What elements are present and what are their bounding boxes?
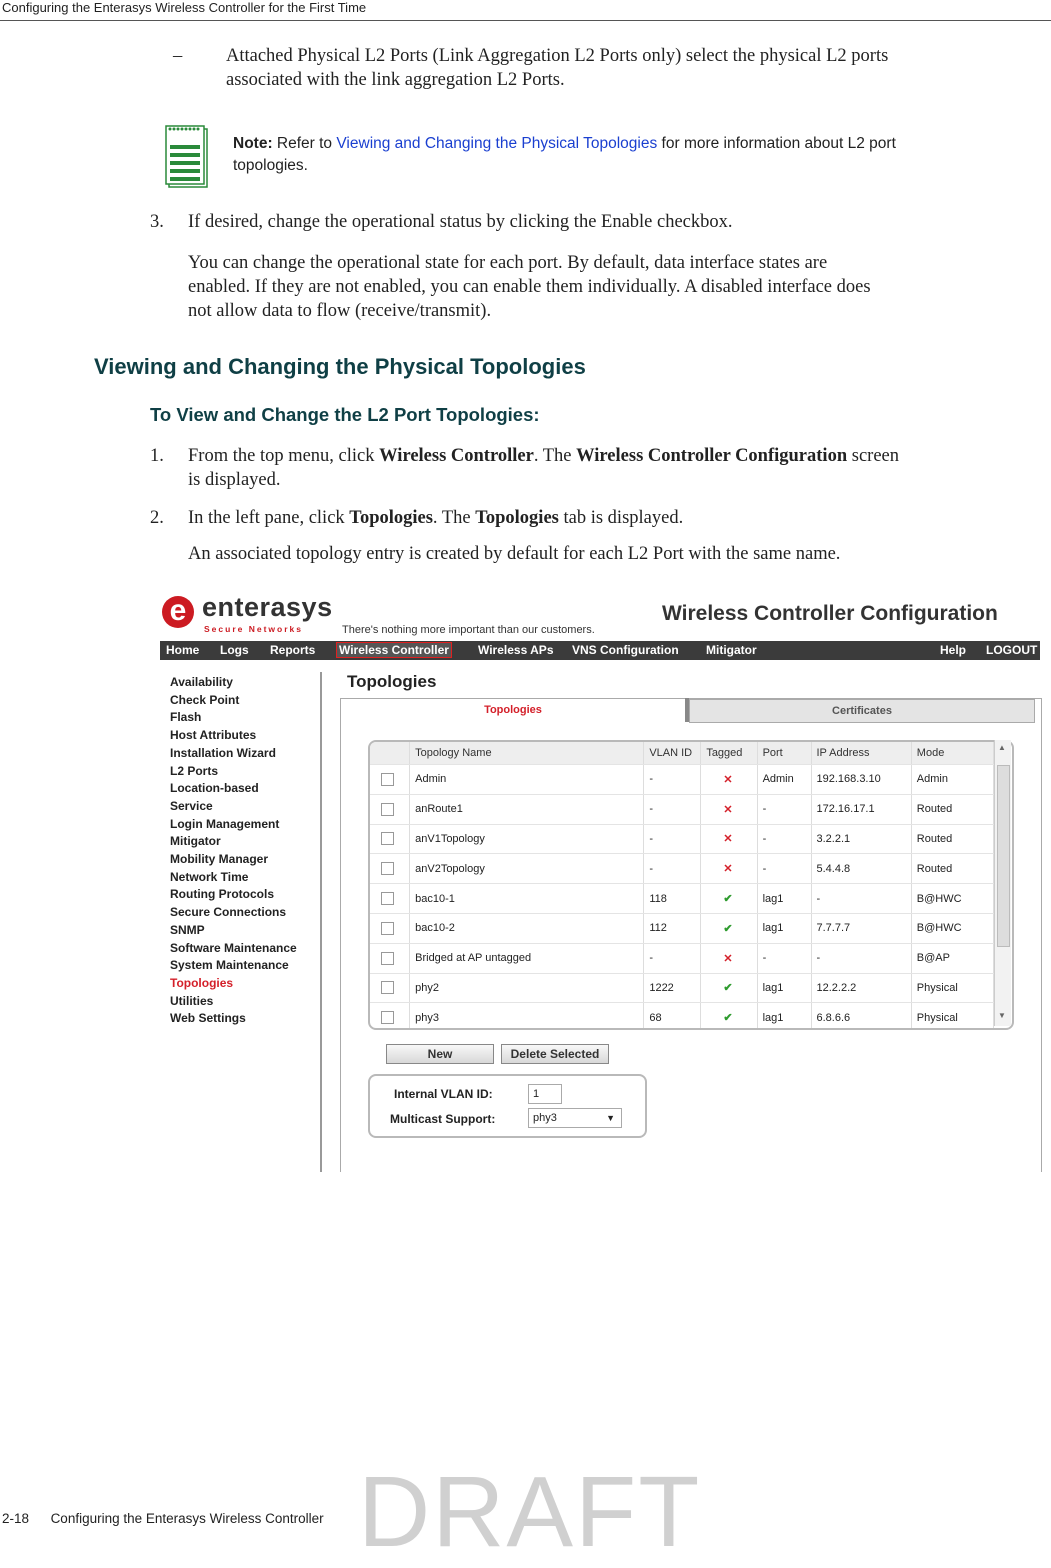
sidebar-item-system-maintenance[interactable]: System Maintenance bbox=[170, 958, 289, 973]
sidebar-item-flash[interactable]: Flash bbox=[170, 710, 202, 725]
row-checkbox[interactable] bbox=[381, 892, 394, 905]
step1-e: screen bbox=[851, 446, 899, 466]
step2-para: An associated topology entry is created by default for each L2 Port with the same name. bbox=[188, 544, 841, 564]
cell-ip-address: - bbox=[811, 943, 911, 973]
footer-title: Configuring the Enterasys Wireless Controller bbox=[50, 1511, 324, 1526]
sidebar-item-utilities[interactable]: Utilities bbox=[170, 993, 214, 1008]
cell-port: - bbox=[757, 854, 811, 884]
page-number: 2-18 bbox=[2, 1511, 30, 1526]
sidebar-item-web-settings[interactable]: Web Settings bbox=[170, 1011, 246, 1026]
cell-topology-name: bac10-2 bbox=[410, 913, 644, 943]
page-footer bbox=[2, 1511, 324, 1526]
tab-topologies[interactable]: Topologies bbox=[341, 699, 685, 721]
table-row[interactable] bbox=[370, 973, 994, 1003]
row-checkbox[interactable] bbox=[381, 862, 394, 875]
menu-logs[interactable]: Logs bbox=[220, 643, 249, 657]
cell-topology-name: Bridged at AP untagged bbox=[410, 943, 644, 973]
table-row[interactable] bbox=[370, 794, 994, 824]
cell-topology-name: Admin bbox=[410, 765, 644, 795]
table-row[interactable] bbox=[370, 913, 994, 943]
bullet-line-2: associated with the link aggregation L2 Ports. bbox=[226, 70, 565, 90]
row-checkbox[interactable] bbox=[381, 1011, 394, 1024]
sidebar-item-routing-protocols[interactable]: Routing Protocols bbox=[170, 887, 274, 902]
sidebar-item-installation-wizard[interactable]: Installation Wizard bbox=[170, 745, 276, 760]
controller-screenshot bbox=[152, 590, 1042, 1172]
step2-d: Topologies bbox=[475, 508, 559, 528]
topology-table bbox=[368, 740, 1014, 1030]
sidebar-item-service[interactable]: Service bbox=[170, 798, 213, 813]
cell-port: - bbox=[757, 794, 811, 824]
sidebar-item-mobility-manager[interactable]: Mobility Manager bbox=[170, 852, 269, 867]
menu-wireless-aps[interactable]: Wireless APs bbox=[478, 643, 554, 657]
note-line-2: topologies. bbox=[233, 157, 308, 174]
note-line-1 bbox=[233, 133, 896, 155]
cell-ip-address: 6.8.6.6 bbox=[811, 1003, 911, 1030]
tagged-no-icon: ✕ bbox=[701, 794, 757, 824]
step2-line bbox=[188, 506, 683, 530]
sidebar-item-l2-ports[interactable]: L2 Ports bbox=[170, 763, 219, 778]
cell-mode: Physical bbox=[911, 1003, 993, 1030]
cell-topology-name: anV1Topology bbox=[410, 824, 644, 854]
sidebar-item-topologies[interactable]: Topologies bbox=[170, 975, 234, 990]
tagged-yes-icon: ✔ bbox=[701, 913, 757, 943]
cell-mode: B@AP bbox=[911, 943, 993, 973]
cell-mode: Routed bbox=[911, 854, 993, 884]
step2-b: Topologies bbox=[349, 508, 433, 528]
cell-ip-address: 3.2.2.1 bbox=[811, 824, 911, 854]
cell-ip-address: 12.2.2.2 bbox=[811, 973, 911, 1003]
tagged-yes-icon: ✔ bbox=[701, 1003, 757, 1030]
cell-ip-address: 172.16.17.1 bbox=[811, 794, 911, 824]
procedure-heading: To View and Change the L2 Port Topologies: bbox=[150, 404, 540, 425]
left-pane bbox=[170, 674, 325, 1028]
header-rule bbox=[0, 20, 1051, 21]
cell-vlan-id: 68 bbox=[644, 1003, 701, 1030]
cell-mode: B@HWC bbox=[911, 913, 993, 943]
table-row[interactable] bbox=[370, 884, 994, 914]
delete-selected-button[interactable]: Delete Selected bbox=[501, 1044, 609, 1064]
new-button[interactable]: New bbox=[386, 1044, 494, 1064]
running-header: Configuring the Enterasys Wireless Controller for the First Time bbox=[2, 0, 367, 15]
step3-number: 3. bbox=[150, 212, 164, 232]
multicast-support-label: Multicast Support: bbox=[390, 1112, 496, 1126]
tagged-no-icon: ✕ bbox=[701, 765, 757, 795]
table-row[interactable] bbox=[370, 854, 994, 884]
cell-port: Admin bbox=[757, 765, 811, 795]
scroll-up-arrow-icon[interactable]: ▲ bbox=[998, 743, 1006, 752]
cell-vlan-id: - bbox=[644, 943, 701, 973]
enterasys-logo-word: enterasys bbox=[202, 592, 333, 622]
sidebar-item-login-management[interactable]: Login Management bbox=[170, 816, 280, 831]
menu-help[interactable]: Help bbox=[940, 643, 967, 657]
tagged-yes-icon: ✔ bbox=[701, 884, 757, 914]
internal-vlan-input[interactable]: 1 bbox=[528, 1084, 562, 1104]
cell-port: lag1 bbox=[757, 884, 811, 914]
cell-port: - bbox=[757, 824, 811, 854]
cell-mode: Routed bbox=[911, 794, 993, 824]
row-checkbox[interactable] bbox=[381, 803, 394, 816]
scroll-down-arrow-icon[interactable]: ▼ bbox=[998, 1011, 1006, 1020]
column-port[interactable]: Port bbox=[757, 742, 811, 765]
bullet-marker: – bbox=[173, 46, 183, 66]
cell-topology-name: phy2 bbox=[410, 973, 644, 1003]
row-checkbox[interactable] bbox=[381, 773, 394, 786]
cell-vlan-id: 1222 bbox=[644, 973, 701, 1003]
cell-port: lag1 bbox=[757, 1003, 811, 1030]
sidebar-item-secure-connections[interactable]: Secure Connections bbox=[170, 905, 287, 920]
menu-logout[interactable]: LOGOUT bbox=[986, 643, 1038, 657]
cell-ip-address: - bbox=[811, 884, 911, 914]
tagged-no-icon: ✕ bbox=[701, 854, 757, 884]
step3-para-line-1: You can change the operational state for each port. By default, data interface states are bbox=[188, 253, 828, 273]
sidebar-item-snmp[interactable]: SNMP bbox=[170, 922, 205, 937]
table-row[interactable] bbox=[370, 943, 994, 973]
menu-wireless-controller[interactable]: Wireless Controller bbox=[336, 642, 452, 658]
cell-vlan-id: - bbox=[644, 854, 701, 884]
column-mode[interactable]: Mode bbox=[911, 742, 993, 765]
sidebar-item-software-maintenance[interactable]: Software Maintenance bbox=[170, 940, 297, 955]
menu-home[interactable]: Home bbox=[166, 643, 200, 657]
sidebar-item-availability[interactable]: Availability bbox=[170, 675, 233, 689]
tagline: There's nothing more important than our customers. bbox=[342, 624, 595, 636]
column-ip-address[interactable]: IP Address bbox=[811, 742, 911, 765]
cell-port: lag1 bbox=[757, 973, 811, 1003]
sidebar-item-network-time[interactable]: Network Time bbox=[170, 869, 249, 884]
tagged-no-icon: ✕ bbox=[701, 943, 757, 973]
cell-ip-address: 7.7.7.7 bbox=[811, 913, 911, 943]
step2-e: tab is displayed. bbox=[563, 508, 684, 528]
cell-mode: Admin bbox=[911, 765, 993, 795]
scrollbar-thumb[interactable] bbox=[997, 765, 1010, 947]
draft-watermark: DRAFT bbox=[358, 1456, 702, 1568]
step3-para-line-3: not allow data to flow (receive/transmit). bbox=[188, 301, 492, 321]
cell-vlan-id: - bbox=[644, 765, 701, 795]
cell-topology-name: bac10-1 bbox=[410, 884, 644, 914]
cell-ip-address: 192.168.3.10 bbox=[811, 765, 911, 795]
table-header-row bbox=[370, 742, 994, 765]
bullet-line-1: Attached Physical L2 Ports (Link Aggregation L2 Ports only) select the physical L2 ports bbox=[226, 46, 889, 66]
step1-number: 1. bbox=[150, 446, 164, 466]
internal-vlan-label: Internal VLAN ID: bbox=[394, 1087, 493, 1101]
row-checkbox[interactable] bbox=[381, 981, 394, 994]
multicast-support-value: phy3 bbox=[533, 1112, 557, 1124]
cell-mode: Routed bbox=[911, 824, 993, 854]
step1-c: . The bbox=[533, 446, 572, 466]
menu-reports[interactable]: Reports bbox=[270, 643, 316, 657]
tagged-no-icon: ✕ bbox=[701, 824, 757, 854]
cell-port: - bbox=[757, 943, 811, 973]
app-title: Wireless Controller Configuration bbox=[662, 602, 998, 625]
note-pre: Refer to bbox=[276, 135, 333, 152]
step3-para-line-2: enabled. If they are not enabled, you can enable them individually. A disabled interface does bbox=[188, 277, 871, 297]
step2-a: In the left pane, click bbox=[188, 508, 345, 528]
settings-group bbox=[368, 1074, 647, 1138]
note-icon bbox=[165, 125, 209, 189]
step2-c: . The bbox=[432, 508, 471, 528]
row-checkbox[interactable] bbox=[381, 952, 394, 965]
step1-a: From the top menu, click bbox=[188, 446, 375, 466]
table-row[interactable] bbox=[370, 1003, 994, 1030]
row-checkbox[interactable] bbox=[381, 832, 394, 845]
cell-vlan-id: 112 bbox=[644, 913, 701, 943]
sidebar-divider bbox=[320, 672, 322, 1172]
cell-ip-address: 5.4.4.8 bbox=[811, 854, 911, 884]
logo-subtitle: Secure Networks bbox=[204, 624, 303, 634]
column-topology-name[interactable]: Topology Name bbox=[410, 742, 644, 765]
note-label: Note: bbox=[233, 135, 273, 152]
cell-topology-name: phy3 bbox=[410, 1003, 644, 1030]
cell-port: lag1 bbox=[757, 913, 811, 943]
cell-vlan-id: - bbox=[644, 824, 701, 854]
note-link[interactable]: Viewing and Changing the Physical Topologies bbox=[336, 135, 658, 152]
step1-b: Wireless Controller bbox=[379, 446, 534, 466]
screen-title: Topologies bbox=[347, 672, 437, 691]
step2-number: 2. bbox=[150, 508, 164, 528]
tab-certificates[interactable]: Certificates bbox=[689, 699, 1035, 723]
sidebar-item-check-point[interactable]: Check Point bbox=[170, 692, 240, 707]
table-row[interactable] bbox=[370, 824, 994, 854]
chevron-down-icon: ▼ bbox=[606, 1113, 615, 1123]
menu-mitigator[interactable]: Mitigator bbox=[706, 643, 757, 657]
table-row[interactable] bbox=[370, 765, 994, 795]
multicast-support-select[interactable] bbox=[528, 1108, 622, 1128]
tagged-yes-icon: ✔ bbox=[701, 973, 757, 1003]
cell-vlan-id: 118 bbox=[644, 884, 701, 914]
column-tagged[interactable]: Tagged bbox=[701, 742, 757, 765]
step3-text: If desired, change the operational status by clicking the Enable checkbox. bbox=[188, 212, 733, 232]
cell-mode: Physical bbox=[911, 973, 993, 1003]
enterasys-logo-mark: e bbox=[162, 596, 194, 628]
cell-topology-name: anRoute1 bbox=[410, 794, 644, 824]
column-vlan-id[interactable]: VLAN ID bbox=[644, 742, 701, 765]
cell-mode: B@HWC bbox=[911, 884, 993, 914]
section-heading: Viewing and Changing the Physical Topologies bbox=[94, 354, 586, 379]
step1-line-2: is displayed. bbox=[188, 470, 281, 490]
cell-topology-name: anV2Topology bbox=[410, 854, 644, 884]
row-checkbox[interactable] bbox=[381, 922, 394, 935]
menu-vns-configuration[interactable]: VNS Configuration bbox=[572, 643, 679, 657]
cell-vlan-id: - bbox=[644, 794, 701, 824]
sidebar-item-location-based[interactable]: Location-based bbox=[170, 781, 259, 796]
sidebar-item-host-attributes[interactable]: Host Attributes bbox=[170, 728, 257, 743]
top-menu bbox=[160, 641, 1040, 660]
step1-line-1 bbox=[188, 444, 899, 468]
select-column-header bbox=[370, 742, 410, 765]
note-post: for more information about L2 port bbox=[661, 135, 896, 152]
step1-d: Wireless Controller Configuration bbox=[576, 446, 848, 466]
sidebar-item-mitigator[interactable]: Mitigator bbox=[170, 834, 221, 849]
